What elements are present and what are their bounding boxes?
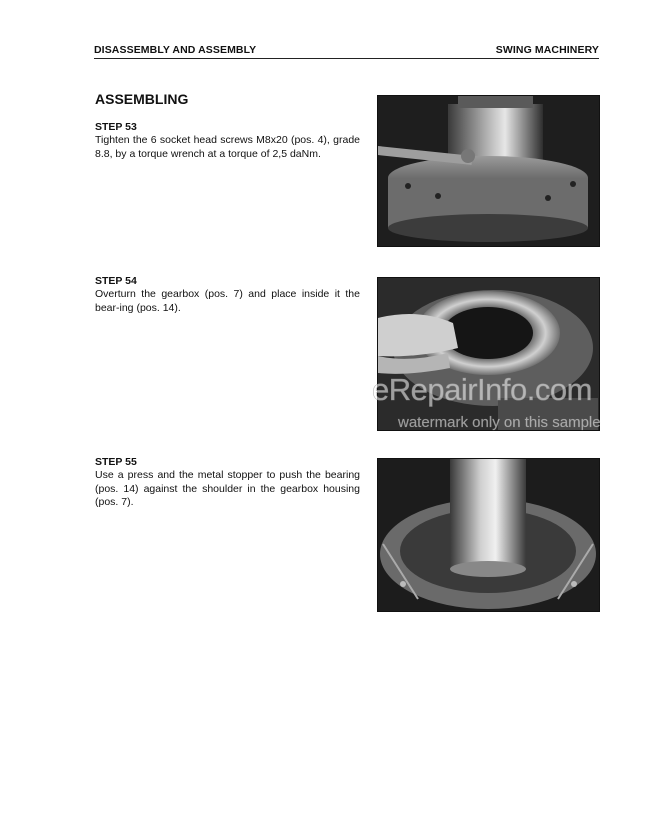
watermark-main: eRepairInfo.com [372,372,592,407]
header-section-right: SWING MACHINERY [495,44,599,56]
step-53-photo [377,95,600,247]
watermark-sub: watermark only on this sample [398,414,601,431]
step-54-photo [377,277,600,431]
section-title: ASSEMBLING [95,91,189,107]
step-title: STEP 55 [95,456,137,468]
step-55 [95,456,360,510]
step-54 [95,275,360,315]
step-title: STEP 53 [95,121,137,133]
step-text: Overturn the gearbox (pos. 7) and place inside it the bear-ing (pos. 14). [95,288,360,314]
step-55-photo [377,458,600,612]
step-text: Tighten the 6 socket head screws M8x20 (pos. 4), grade 8.8, by a torque wrench at a torque of 2,5 daNm. [95,134,360,160]
header-section-left: DISASSEMBLY AND ASSEMBLY [94,44,257,56]
step-53 [95,121,360,161]
step-text: Use a press and the metal stopper to push the bearing (pos. 14) against the shoulder in the gearbox housing (pos. 7). [95,469,360,508]
step-title: STEP 54 [95,275,137,287]
page-header [94,42,599,59]
